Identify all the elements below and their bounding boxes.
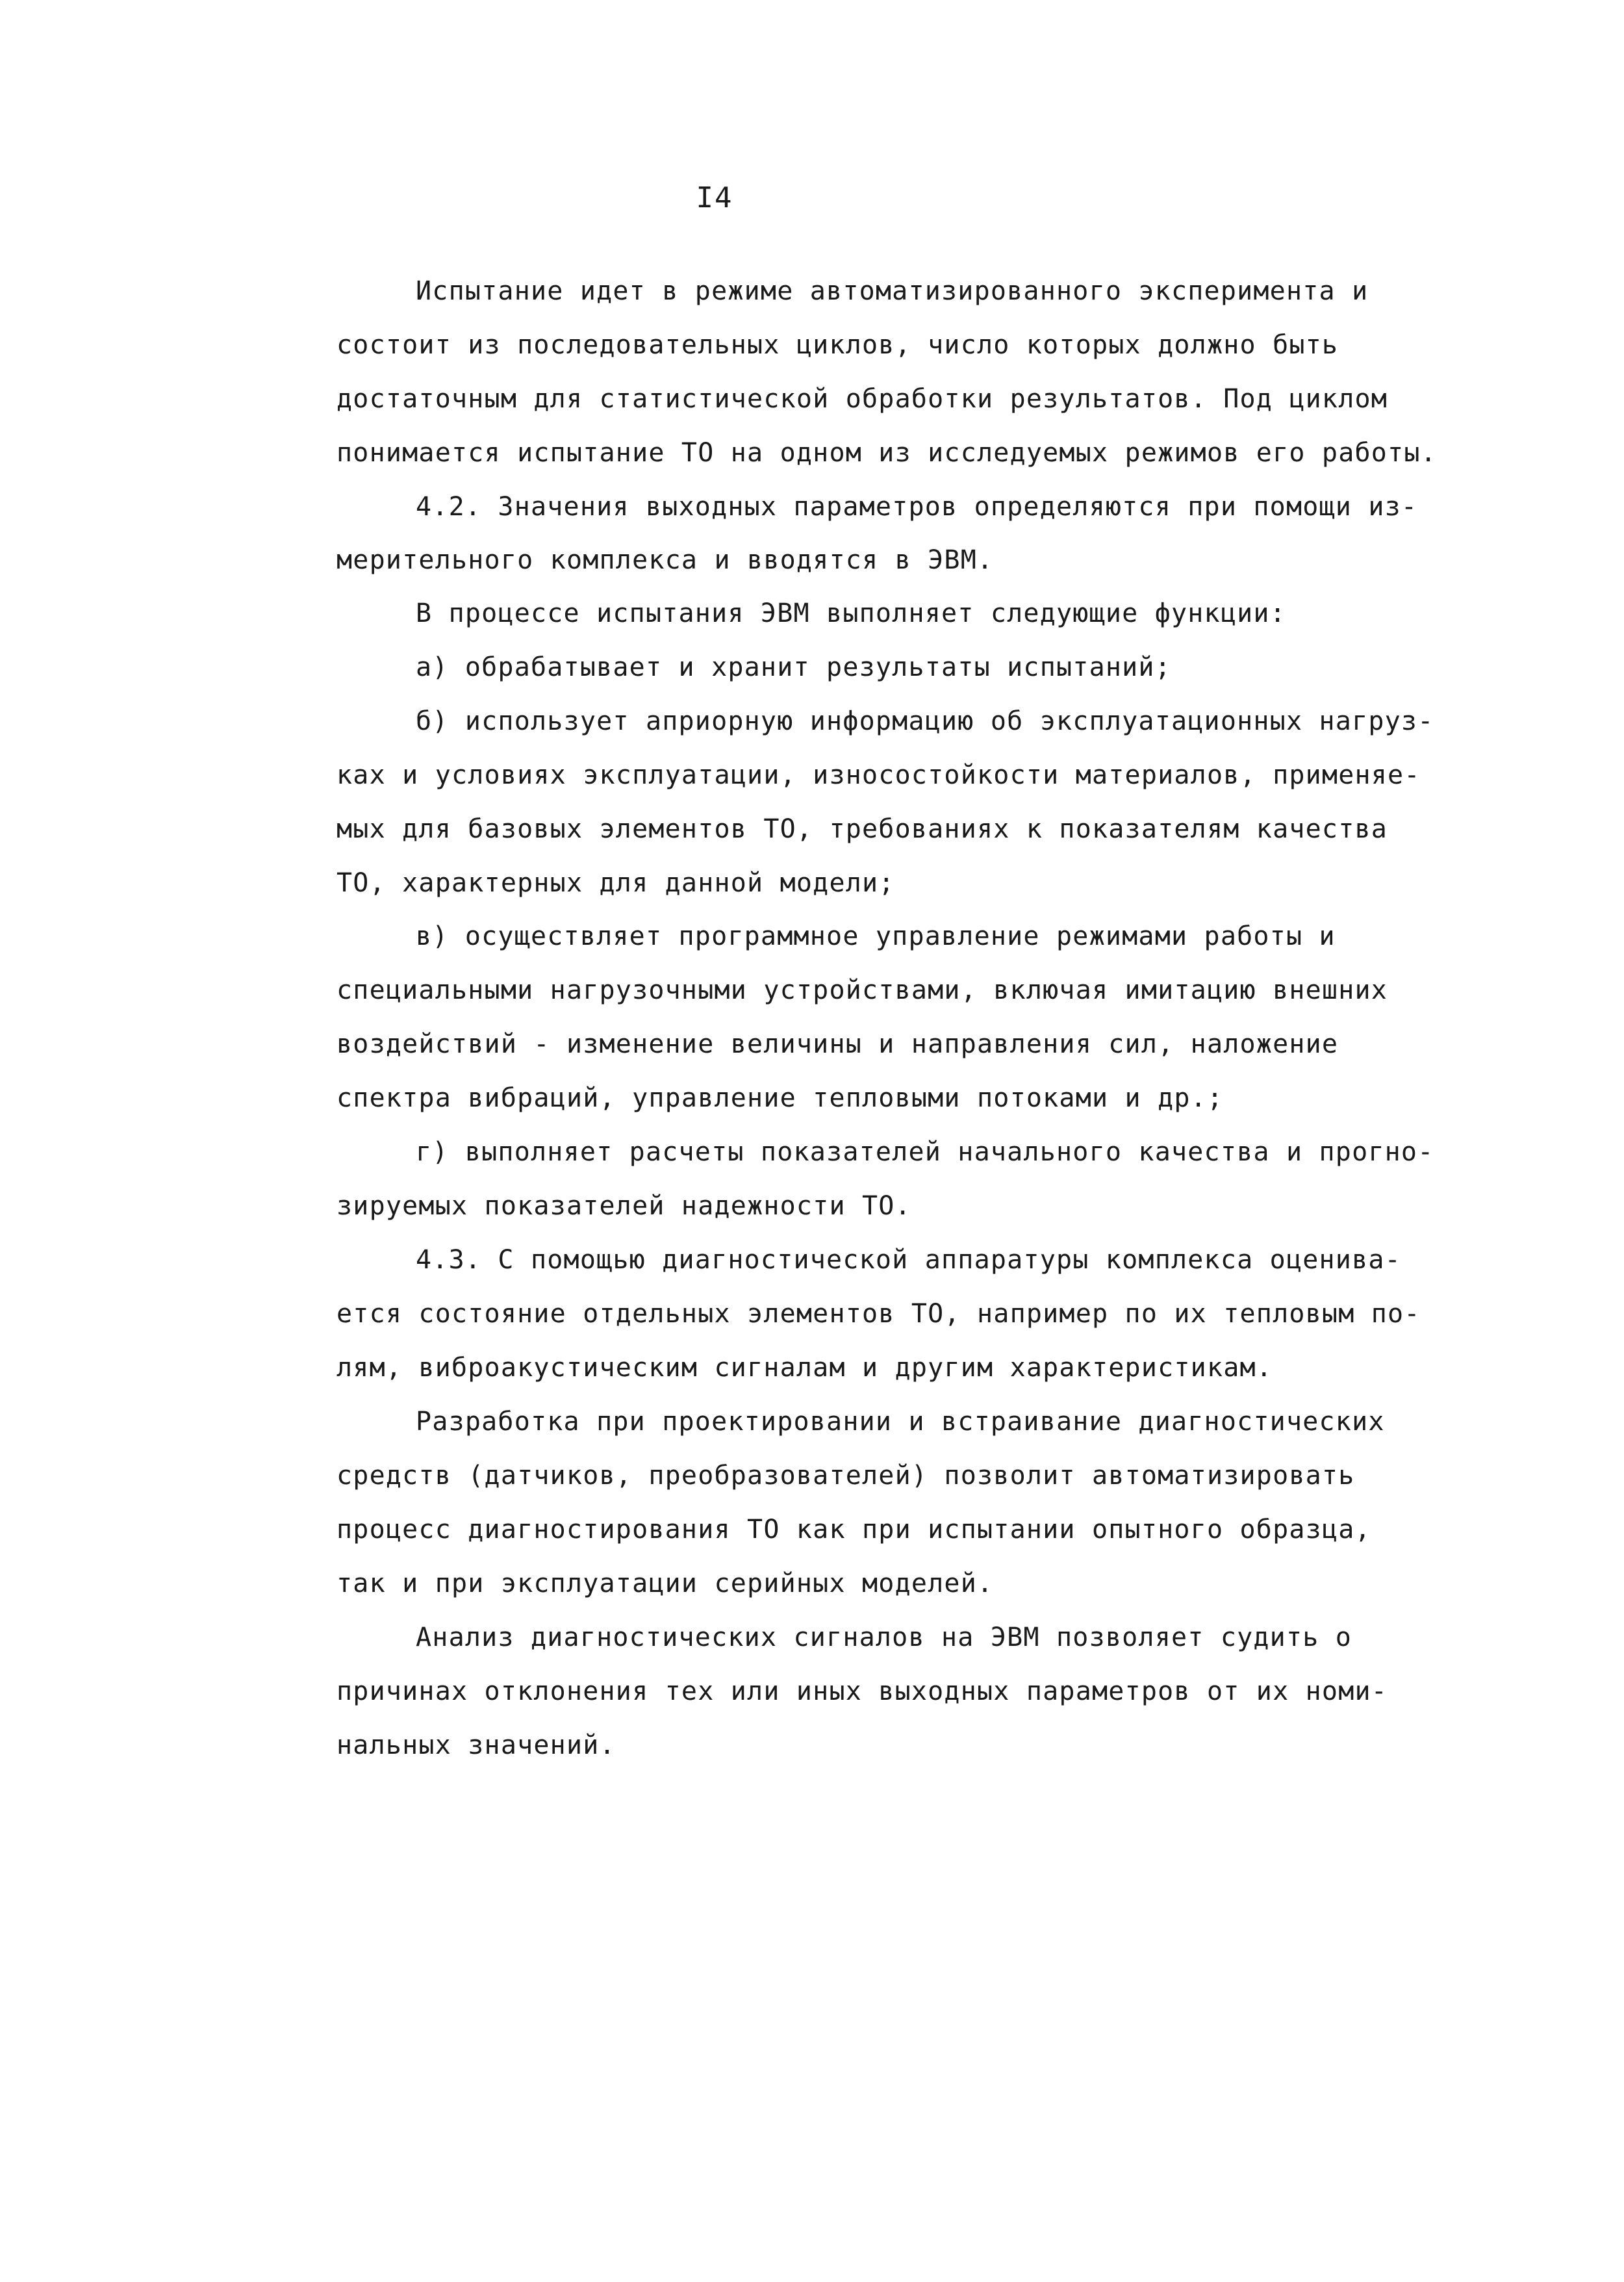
text-line: Анализ диагностических сигналов на ЭВМ позволяет судить о (416, 1622, 1352, 1652)
text-line: специальными нагрузочными устройствами, включая имитацию внешних (336, 975, 1388, 1005)
text-line: так и при эксплуатации серийных моделей. (336, 1569, 994, 1598)
page-number: I4 (696, 181, 733, 214)
text-line: а) обрабатывает и хранит результаты испытаний; (416, 652, 1171, 682)
text-line: в) осуществляет программное управление режимами работы и (416, 921, 1336, 951)
text-line: г) выполняет расчеты показателей начального качества и прогно- (416, 1137, 1434, 1167)
text-line: процесс диагностирования ТО как при испытании опытного образца, (336, 1515, 1371, 1545)
text-line: мых для базовых элементов ТО, требованиях к показателям качества (336, 814, 1388, 844)
text-line: мерительного комплекса и вводятся в ЭВМ. (336, 545, 994, 575)
text-line: лям, виброакустическим сигналам и другим характеристикам. (336, 1353, 1273, 1383)
text-line: б) использует априорную информацию об эксплуатационных нагруз- (416, 706, 1434, 736)
text-line: достаточным для статистической обработки результатов. Под циклом (336, 384, 1388, 414)
text-line: 4.2. Значения выходных параметров определяются при помощи из- (416, 492, 1418, 522)
text-line: Разработка при проектировании и встраивание диагностических (416, 1407, 1385, 1437)
text-line: В процессе испытания ЭВМ выполняет следующие функции: (416, 598, 1286, 628)
text-line: воздействий - изменение величины и направления сил, наложение (336, 1029, 1339, 1059)
text-line: нальных значений. (336, 1730, 616, 1760)
text-line: ках и условиях эксплуатации, износостойкости материалов, применяе- (336, 760, 1421, 790)
text-line: 4.3. С помощью диагностической аппаратуры комплекса оценива- (416, 1245, 1401, 1275)
text-line: средств (датчиков, преобразователей) позволит автоматизировать (336, 1461, 1355, 1491)
text-line: ТО, характерных для данной модели; (336, 868, 895, 898)
text-line: Испытание идет в режиме автоматизированного эксперимента и (416, 276, 1369, 306)
text-line: состоит из последовательных циклов, число которых должно быть (336, 330, 1339, 360)
text-line: ется состояние отдельных элементов ТО, например по их тепловым по- (336, 1299, 1421, 1329)
text-line: зируемых показателей надежности ТО. (336, 1191, 911, 1221)
text-line: понимается испытание ТО на одном из исследуемых режимов его работы. (336, 438, 1437, 468)
text-line: спектра вибраций, управление тепловыми потоками и др.; (336, 1083, 1224, 1113)
text-line: причинах отклонения тех или иных выходных параметров от их номи- (336, 1676, 1388, 1706)
